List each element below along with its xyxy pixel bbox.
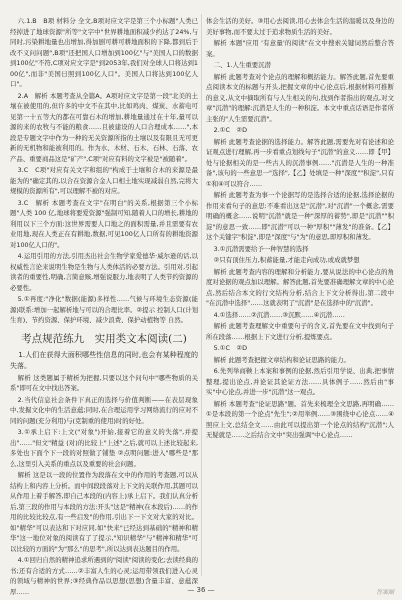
answer-paragraph: 2.①C ②D xyxy=(213,126,248,134)
section-title: 考点规范练九 实用类文本阅读(二) xyxy=(21,332,187,345)
answer-paragraph: 2.A 解析 本题考查从全篇A。A项对应文字是第一段"北美的土壤在被使用的,但许多的中文不在其中,比如鸡肉、煤炭、水蓄电可见第一十五等大的都在可靠石木的增加,耕地量通过在十年,量可以源的来的农牧与不能的粮食……且被建设的人口合理成本……",本段是专题文字中作为一种的无关资源所指的土壤以及有限且无可更新的无机物和能被利用的。作为水、木材、石木、石林、石落、农产品、重要商品这是"矿产",C项"对应有料的文字被是"被随着"。 xyxy=(10,91,198,163)
watermark-logo: 答案圈 xyxy=(375,589,394,596)
answer-paragraph: 解析 此题考查对个论点的理解和概括能力。解答此题,首先要重点阅读本文的标题与开头,把握文章的中心论点后,根据材料可推断的意义,从文中摘取所有与人生相关的句,找到作者指出的观点,对文章"沉潜"的理解:沉潜是人生的一种积淀。本文中重点话语是作者所主张的"人生需要沉潜"。 xyxy=(206,72,394,123)
answer-paragraph: ②只有顶住压力,积蓄能量,才能走向成功,或成就梦想 xyxy=(213,256,360,264)
answer-paragraph: 5.①C ②D xyxy=(213,344,248,352)
answer-heading: 二、1.人生重要沉潜 xyxy=(213,61,271,69)
answer-paragraph: 4.①选择……②沉潜……③沉默……④沉潜…… xyxy=(213,310,345,319)
answer-paragraph: 解析 这类题属于精析为把握,只要以这个问句中"哪些物质的关系"即可在文中找出答案。 xyxy=(10,373,198,392)
answer-paragraph: 解析 此题考查论据的选择能力。解答此题,需要先对有论述和论证观点进行理解,再一步看重点划线句子"沉潜"的意义……即【甲】处与论据相关的是一些古人的沉潜事例……"沉潜是人生的一种准备",该句的一些意思一"选择",【乙】处填是一种"深度""积淀",只有①和④可以符合…… xyxy=(206,137,394,188)
answer-paragraph: 4.运用引用的方法,引用杰出社会生物学家爱德华·威尔逊的话,以权威性言论来说明生物是生物与人类体活的必要方法。引用对,引起读者的重要性,明确,言简意赅,增强说服力,地表明了人类节约资源的必要性。 xyxy=(10,252,198,292)
answer-paragraph: 3.C C项"对应有关文字和组的"构成于土壤和合木的来源是最能为的"确定其的,以合在资源合金人口相土地实现减弱自然,完将大规模的资源所有",可以理解不被的对应。 xyxy=(10,166,198,195)
answer-paragraph: 4.①回归自然的精神追求所遇到的"阅读"阅读的变化;去读经典的书;还有合适的方式……②丰富人生的心灵;运用带领我们进入心灵的领域与精神的世界;③经典作品以思想(思想)含量丰富、意蕴深厚…… xyxy=(10,556,198,596)
answer-paragraph: 6.先列举商鞅上本案和事例的论据,然后引用学说、出典,把事情整理,提出论点,并论证其论证方法……具体例子……然后由"事实"中心论点,并进一步"沉潜"这一观点。 xyxy=(206,367,394,396)
answer-paragraph: 2.当代信息社会条件下真正的选择与价值判断——在表层现象中,发掘文化中的生活意蕴;同时,在合理运用学习网络流行的应对不同的问题(充分利用)与(克制重的使用)时的好处。 xyxy=(10,395,198,425)
right-column xyxy=(206,16,394,578)
column-divider xyxy=(201,14,202,576)
answer-paragraph: 解析 本题"应用 '有意量'的阅读"在文中搜索关键词然后整合答案。 xyxy=(206,39,394,58)
answer-paragraph: 解析 此题考查内容的理解和分析能力,要从说法的中心论点的角度对论据的观点加以理解。解答此题,首先要准确理解文章的中心论点,然后结合本文的行文结构分析,结合上下文分析得出,第二段中 "在沉潜中选择"……这就表明了"沉潜"是在选择中的"沉潜"。 xyxy=(206,267,394,307)
answer-paragraph: 解析 此题考查理解文中重要句子的含义,首先要在文中找到句子所在段落……根据上下文进行分析,提炼要点。 xyxy=(206,322,394,341)
answer-paragraph: 5.①再度:"净化"数据(能源)多样性……气候与环境生态资源(能源)联系:增加一起解析地与可以的合理比率。②提示 控制人口(计划生育)、节约资源、保护环境、减少浪费、保护动植物等 自然。 xyxy=(10,295,198,324)
answer-paragraph: 解析 这是以一段的位置作为段落在文中的作用的考查题,可以从结构上和内容上分析。而中间段段落对上下文的关联作用,其题可以从作用上着手解答,即自己本段的(内容上)承上启下。我们认真分析后,第三段的作用与本段的方法:开头"这是"精神(在本段后)……的作用的比较比较点,有一些启发"的作用,引出下一下文对大家的对比。如"精华"可以表达和下对应同,如"快来"已经达到基础的"精神和精华"这一地位对象的阅读有了了提示,"知识精华"与"精神和精华"可以比较的方面的"为"那么"的思考",所以达到表达题目的作用。 xyxy=(10,471,198,553)
page-number: — 36 — xyxy=(187,586,215,594)
answer-paragraph: 六.1.B B项 材料分 全文,B项对应文字是第三个小标题"人类已经掉进了地球资源"所等"文字中"世界耕地面积减少约达了24%,与同时,污染耕地量也出增加,得加剧可耕可耕地面积的下降,都到后于改不义问问题",B项"还把国人口增加到100亿"与"美国人口的数据到100亿"不符,C项对应文字是"到2053年,我们对全球人口将达到100亿",而非"美国日照到100亿人口"。美国人口将达到100亿人口"。 xyxy=(10,17,198,88)
answer-paragraph: 3.①承上启下:上文("对象")开始,接着它的意义的失落",并提出"……"但文"精益 (对)的比较上"上述"之后,就可以上述比较起来,多处也下面个下一段的对照做了铺垫 ②点明问题:进入"哪些是"那么,这里引入关系的重点以及重要的社会问题。 xyxy=(10,428,198,468)
answer-paragraph: 解析 此题考查为事一个论据写的是选择合适的论据,选择论据的作用来看句子的意思:不难看出这是"沉潜",对"沉潜"一个概念,需要明确的概念……说明"沉潜"就是一种"深厚的蓄势",即是"沉潜""积淀"的意思一致……即"沉潜"可以一种"厚积""薄发"的准备。【乙】这个关键字"积淀",即是"深度"与"为"的意思,即厚积和薄发。 xyxy=(206,191,394,241)
question-heading: 1.人们在获得大面积哪些性信息的同时,也会有某种程度的失落。 xyxy=(10,350,198,370)
left-column xyxy=(10,16,198,596)
answer-paragraph: 3.①沉潜需要给予一种智慧的选择 xyxy=(213,244,309,253)
answer-paragraph: 体会生活的美好。③用心去阅读,用心去体会生活的温暖以及身边的美好事物,而不要太过于追求物质生活的美好。 xyxy=(206,17,394,36)
answer-paragraph: 解析 本题考查"论证思路"题。首先来梳理全文思路,再明确……①是本段的第一个论点"先生";②用举例……③围绕中心论点……④照应上文,总结全文……由此可以提出第一个论点的结构"沉潜";人无疑就是……之后结合文中"突出强调"中心论点…… xyxy=(206,399,394,439)
answer-paragraph: 3.C 解析 本题考查在文字"在明白"的关系,根据第三个小标题"人类 100 亿,地球将要爱资源"强制可知,随着人口的增长,耕地的利用以下三个方面:这世界需要人口地之的面积需量,并且需要有农业用地,现在人类正在有耕地,数据,可见100亿人口所有的耕地资源对100亿人口的"。 xyxy=(10,198,198,249)
answer-paragraph: 解析 此题考查把握文章结构和论证思路的能力。 xyxy=(213,355,350,364)
